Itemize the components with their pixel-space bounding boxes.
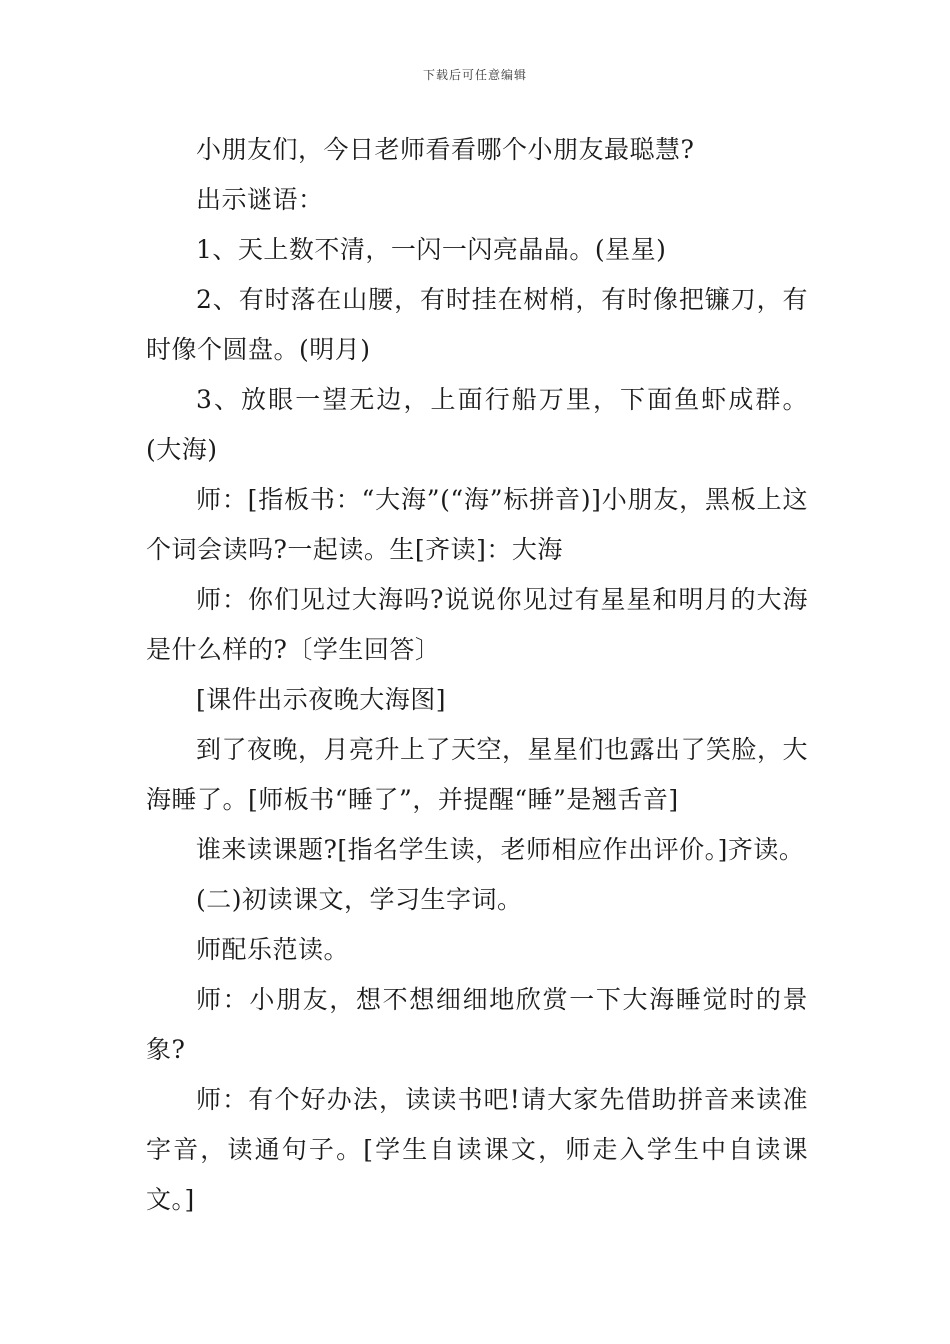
paragraph-riddle-2: 2、有时落在山腰，有时挂在树梢，有时像把镰刀，有时像个圆盘。(明月) [146,285,808,364]
paragraph-self-reading: 师：有个好办法，读读书吧!请大家先借助拼音来读准字音，读通句子。[学生自读课文，师走入学生中自读课文。] [146,1085,808,1214]
paragraph-model-reading: 师配乐范读。 [196,935,350,964]
paragraph-riddle-1: 1、天上数不清，一闪一闪亮晶晶。(星星) [196,235,667,264]
paragraph-question: 师：你们见过大海吗?说说你见过有星星和明月的大海是什么样的?〔学生回答〕 [146,585,808,664]
document-body [146,125,808,1225]
paragraph-riddle-intro: 出示谜语： [196,185,324,214]
paragraph-courseware: [课件出示夜晚大海图] [196,685,447,714]
paragraph-read-title: 谁来读课题?[指名学生读，老师相应作出评价。]齐读。 [196,835,805,864]
page-header-note: 下载后可任意编辑 [422,68,527,82]
paragraph-appreciate: 师：小朋友，想不想细细地欣赏一下大海睡觉时的景象? [146,985,808,1064]
paragraph-board-reading: 师：[指板书：“大海”(“海”标拼音)]小朋友，黑板上这个词会读吗?一起读。生[齐读]：大海 [146,485,808,564]
paragraph-greeting: 小朋友们，今日老师看看哪个小朋友最聪慧? [196,135,695,164]
paragraph-section-heading: (二)初读课文，学习生字词。 [196,885,523,914]
paragraph-riddle-3: 3、放眼一望无边，上面行船万里，下面鱼虾成群。(大海) [146,385,808,464]
paragraph-night-scene: 到了夜晚，月亮升上了天空，星星们也露出了笑脸，大海睡了。[师板书“睡了”，并提醒“睡”是翘舌音] [146,735,809,814]
